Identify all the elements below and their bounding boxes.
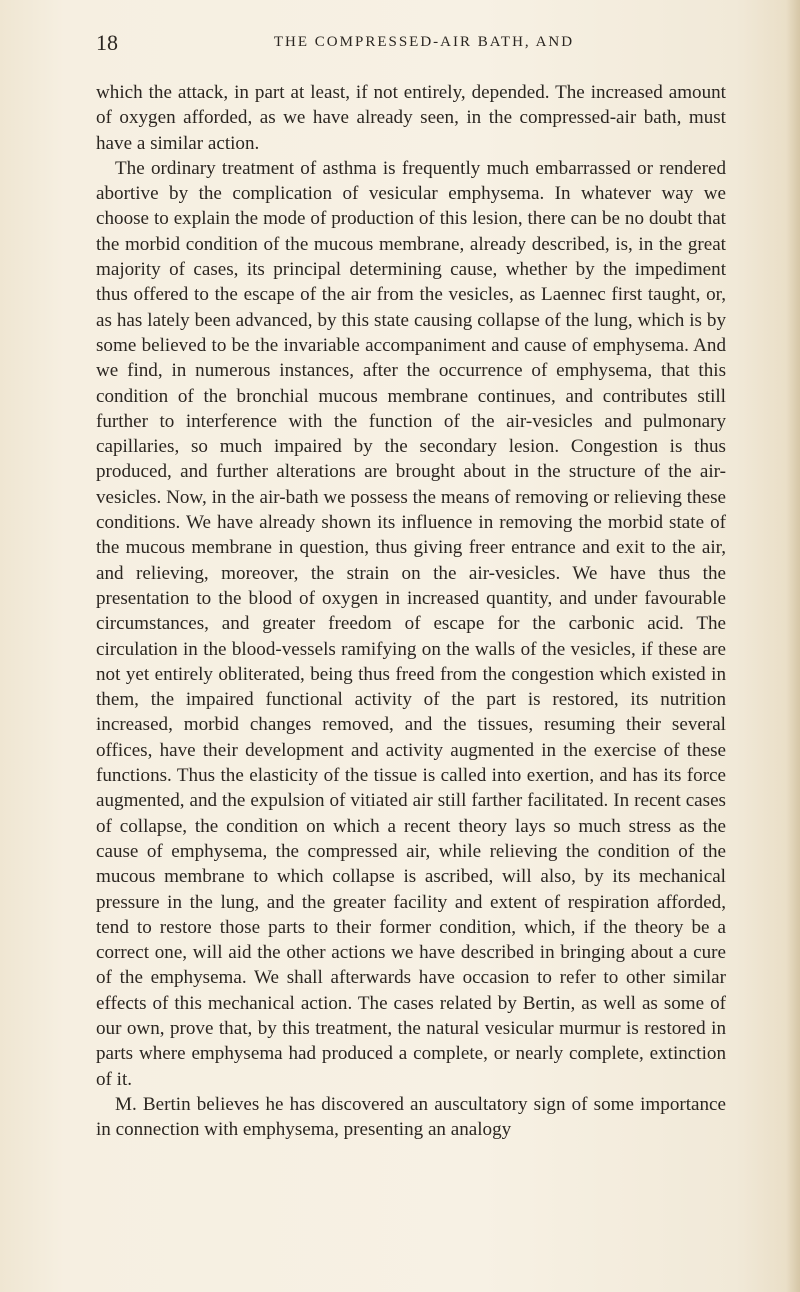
running-title: THE COMPRESSED-AIR BATH, AND [273, 34, 575, 50]
paragraph-bertin: M. Bertin believes he has discovered an auscultatory sign of some importance in connection with emphysema, presenting an analogy [96, 1093, 726, 1141]
page-number: 18 [96, 30, 118, 55]
page-header [96, 30, 716, 58]
paragraph-emphysema: The ordinary treatment of asthma is frequently much embarrassed or rendered abortive by the complication of vesicular emphysema. In whatever way we choose to explain the mode of production of this lesion, there can be no doubt that the morbid condition of the mucous membrane, already described, is, in the great majority of cases, its principal determining cause, whether by the impediment thus offered to the escape of the air from the vesicles, as Laennec first taught, or, as has lately been advanced, by this state causing collapse of the lung, which is by some believed to be the invariable accompaniment and cause of emphysema. And we find, in numerous instances, after the occurrence of emphysema, that this condition of the bronchial mucous membrane continues, and contributes still further to interference with the function of the air-vesicles and pulmonary capillaries, so much impaired by the secondary lesion. Congestion is thus produced, and further alterations are brought about in the structure of the air-vesicles. Now, in the air-bath we possess the means of removing or relieving these conditions. We have already shown its influence in removing the morbid state of the mucous membrane in question, thus giving freer entrance and exit to the air, and relieving, moreover, the strain on the air-vesicles. We have thus the presentation to the blood of oxygen in increased quantity, and under favourable circumstances, and greater freedom of escape for the carbonic acid. The circulation in the blood-vessels ramifying on the walls of the vesicles, if these are not yet entirely obliterated, being thus freed from the congestion which existed in them, the impaired functional activity of the part is restored, its nutrition increased, morbid changes removed, and the tissues, resuming their several offices, have their development and activity augmented in the exercise of these functions. Thus the elasticity of the tissue is called into exertion, and has its force augmented, and the expulsion of vitiated air still farther facilitated. In recent cases of collapse, the condition on which a recent theory lays so much stress as the cause of emphysema, the compressed air, while relieving the condition of the mucous membrane to which collapse is ascribed, will also, by its mechanical pressure in the lung, and the greater facility and extent of respiration afforded, tend to restore those parts to their former condition, which, if the theory be a correct one, will aid the other actions we have described in bringing about a cure of the emphysema. We shall afterwards have occasion to refer to other similar effects of this mechanical action. The cases related by Bertin, as well as some of our own, prove that, by this treatment, the natural vesicular murmur is restored in parts where emphysema had produced a complete, or nearly complete, extinction of it. [96, 157, 726, 1090]
body-text [96, 80, 726, 1142]
page-edge-shading [786, 0, 800, 1292]
paragraph-continued: which the attack, in part at least, if not entirely, depended. The increased amount of oxygen afforded, as we have already seen, in the compressed-air bath, must have a similar action. [96, 82, 726, 154]
